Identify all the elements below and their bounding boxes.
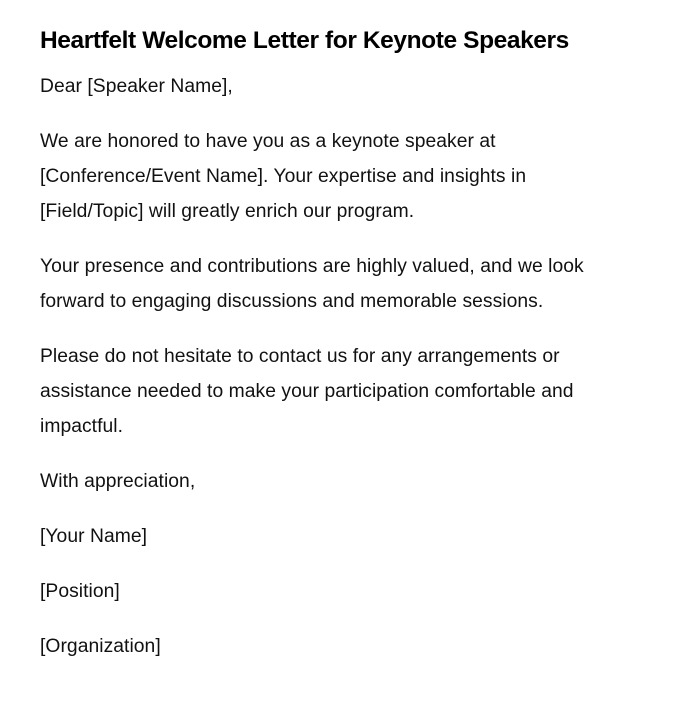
body-paragraph-2: Your presence and contributions are highly valued, and we look forward to engaging discussions and memorable sessions.: [40, 256, 584, 312]
body-paragraph-3: Please do not hesitate to contact us for any arrangements or assistance needed to make your participation comfortable and impactful.: [40, 346, 574, 437]
signature-organization: [Organization]: [40, 636, 161, 657]
letter-title: Heartfelt Welcome Letter for Keynote Speakers: [40, 27, 569, 54]
closing: With appreciation,: [40, 471, 196, 492]
salutation: Dear [Speaker Name],: [40, 76, 233, 97]
body-paragraph-1: We are honored to have you as a keynote speaker at [Conference/Event Name]. Your expertise and insights in [Field/Topic] will greatly enrich our program.: [40, 131, 527, 222]
signature-position: [Position]: [40, 581, 120, 602]
signature-name: [Your Name]: [40, 526, 148, 547]
